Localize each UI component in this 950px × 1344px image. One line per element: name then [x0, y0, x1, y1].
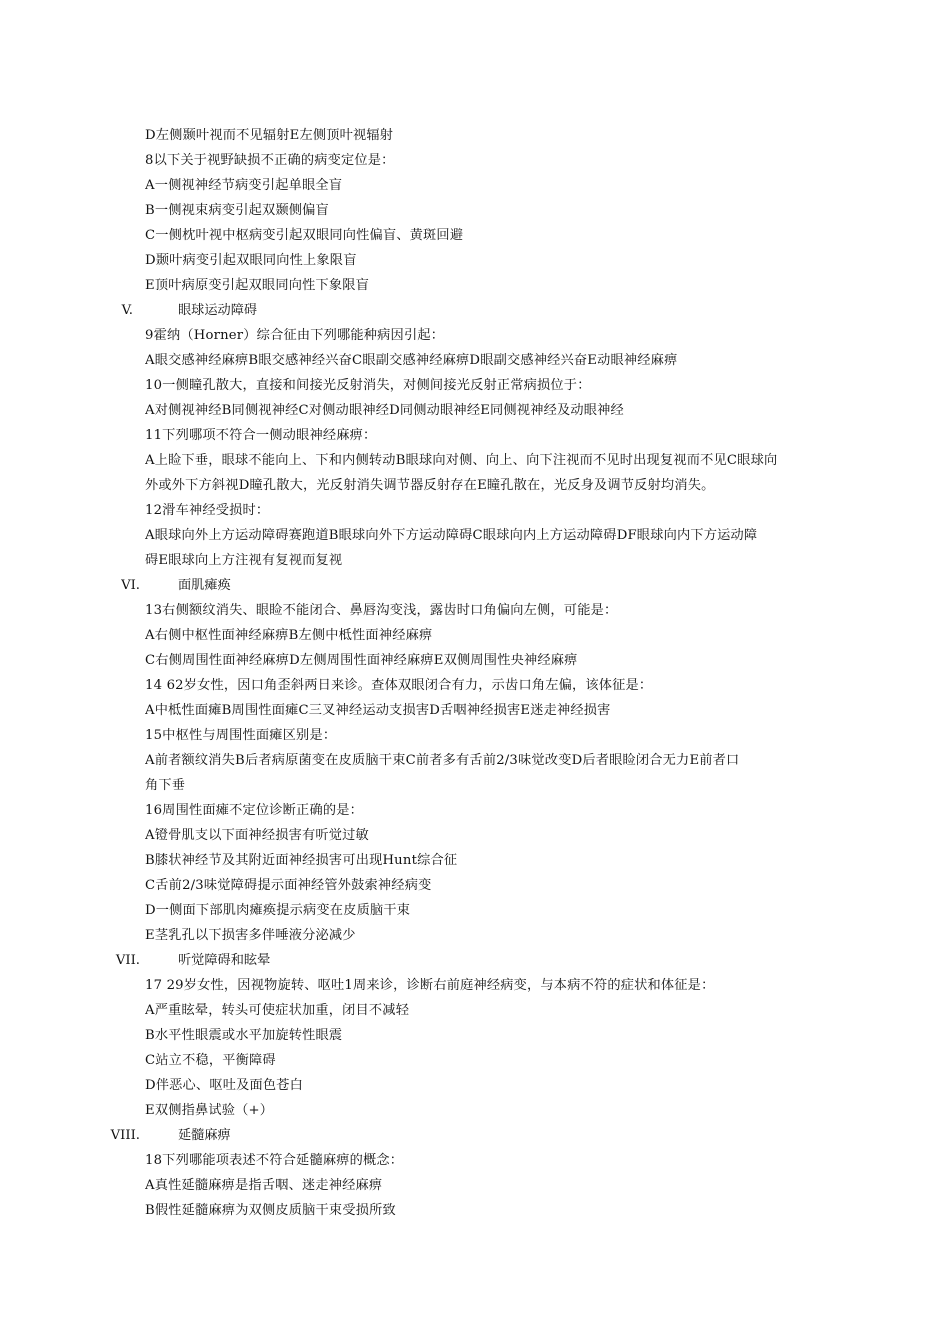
option-line: C右侧周围性面神经麻痹D左侧周围性面神经麻痹E双侧周围性央神经麻痹: [145, 653, 578, 668]
question-18: 18下列哪能项表述不符合延髓麻痹的概念：: [145, 1153, 404, 1168]
option-line: A对侧视神经B同侧视神经C对侧动眼神经D同侧动眼神经E同侧视神经及动眼神经: [145, 403, 624, 418]
section-title: 面肌瘫痪: [178, 578, 231, 593]
question-12: 12滑车神经受损时：: [145, 503, 270, 518]
option-line: C舌前2/3味觉障碍提示面神经管外鼓索神经病变: [145, 878, 432, 893]
question-13: 13右侧额纹消失、眼睑不能闭合、鼻唇沟变浅，露齿时口角偏向左侧，可能是：: [145, 603, 618, 618]
question-11: 11下列哪项不符合一侧动眼神经麻痹：: [145, 428, 377, 443]
option-line: D伴恶心、呕吐及面色苍白: [145, 1078, 304, 1093]
option-line: B膝状神经节及其附近面神经损害可出现Hunt综合征: [145, 853, 458, 868]
option-line: D一侧面下部肌肉瘫痪提示病变在皮质脑干束: [145, 903, 411, 918]
option-line: A右侧中枢性面神经麻痹B左侧中柢性面神经麻痹: [145, 628, 433, 643]
option-line: B一侧视束病变引起双颞侧偏盲: [145, 203, 329, 218]
option-line: A一侧视神经节病变引起单眼全盲: [145, 178, 343, 193]
section-number: VII.: [115, 953, 140, 968]
section-number: VI.: [121, 578, 140, 593]
option-line: A中柢性面瘫B周围性面瘫C三叉神经运动支损害D舌咽神经损害E迷走神经损害: [145, 703, 611, 718]
option-line: C一侧枕叶视中枢病变引起双眼同向性偏盲、黄斑回避: [145, 228, 464, 243]
option-line: A真性延髓麻痹是指舌咽、迷走神经麻痹: [145, 1178, 383, 1193]
option-line: E双侧指鼻试验（+）: [145, 1103, 274, 1118]
section-heading-vi: [100, 573, 231, 598]
option-line: A镫骨肌支以下面神经损害有听觉过敏: [145, 828, 369, 843]
section-heading-vii: [100, 948, 271, 973]
option-line: A上睑下垂，眼球不能向上、下和内侧转动B眼球向对侧、向上、向下注视而不见时出现复视而不见C眼球向: [145, 453, 778, 468]
option-line: C站立不稳，平衡障碍: [145, 1053, 276, 1068]
section-heading-viii: [100, 1123, 231, 1148]
question-16: 16周围性面瘫不定位诊断正确的是：: [145, 803, 363, 818]
option-line: A严重眩晕，转头可使症状加重，闭目不减轻: [145, 1003, 410, 1018]
option-line: B假性延髓麻痹为双侧皮质脑干束受损所致: [145, 1203, 396, 1218]
text-line: D左侧颞叶视而不见辐射E左侧顶叶视辐射: [145, 128, 394, 143]
option-line: D颞叶病变引起双眼同向性上象限盲: [145, 253, 357, 268]
section-number: V.: [121, 303, 133, 318]
section-title: 听觉障碍和眩晕: [178, 953, 271, 968]
question-15: 15中枢性与周围性面瘫区别是：: [145, 728, 337, 743]
option-line: A前者额纹消失B后者病原菌变在皮质脑干束C前者多有舌前2/3味觉改变D后者眼睑闭合无力E前者口: [145, 753, 740, 768]
section-title: 眼球运动障碍: [178, 303, 258, 318]
question-10: 10一侧瞳孔散大，直接和间接光反射消失，对侧间接光反射正常病损位于：: [145, 378, 591, 393]
section-title: 延髓麻痹: [178, 1128, 231, 1143]
option-line: A眼交感神经麻痹B眼交感神经兴奋C眼副交感神经麻痹D眼副交感神经兴奋E动眼神经麻痹: [145, 353, 678, 368]
section-number: VIII.: [110, 1128, 140, 1143]
question-8: 8以下关于视野缺损不正确的病变定位是：: [145, 153, 395, 168]
question-17: 17 29岁女性，因视物旋转、呕吐1周来诊，诊断右前庭神经病变，与本病不符的症状和体征是：: [145, 978, 715, 993]
option-line: 外或外下方斜视D瞳孔散大，光反射消失调节器反射存在E瞳孔散在，光反身及调节反射均消失。: [145, 478, 715, 493]
option-line: E茎乳孔以下损害多伴唾液分泌减少: [145, 928, 356, 943]
option-line: B水平性眼震或水平加旋转性眼震: [145, 1028, 343, 1043]
option-line: 碍E眼球向上方注视有复视而复视: [145, 553, 343, 568]
option-line: E顶叶病原变引起双眼同向性下象限盲: [145, 278, 370, 293]
question-14: 14 62岁女性，因口角歪斜两日来诊。查体双眼闭合有力，示齿口角左偏，该体征是：: [145, 678, 653, 693]
question-9: 9霍纳（Horner）综合征由下列哪能种病因引起：: [145, 328, 445, 343]
option-line: 角下垂: [145, 778, 186, 793]
option-line: A眼球向外上方运动障碍赛跑道B眼球向外下方运动障碍C眼球向内上方运动障碍DF眼球向内下方运动障: [145, 528, 758, 543]
section-heading-v: [100, 298, 258, 323]
